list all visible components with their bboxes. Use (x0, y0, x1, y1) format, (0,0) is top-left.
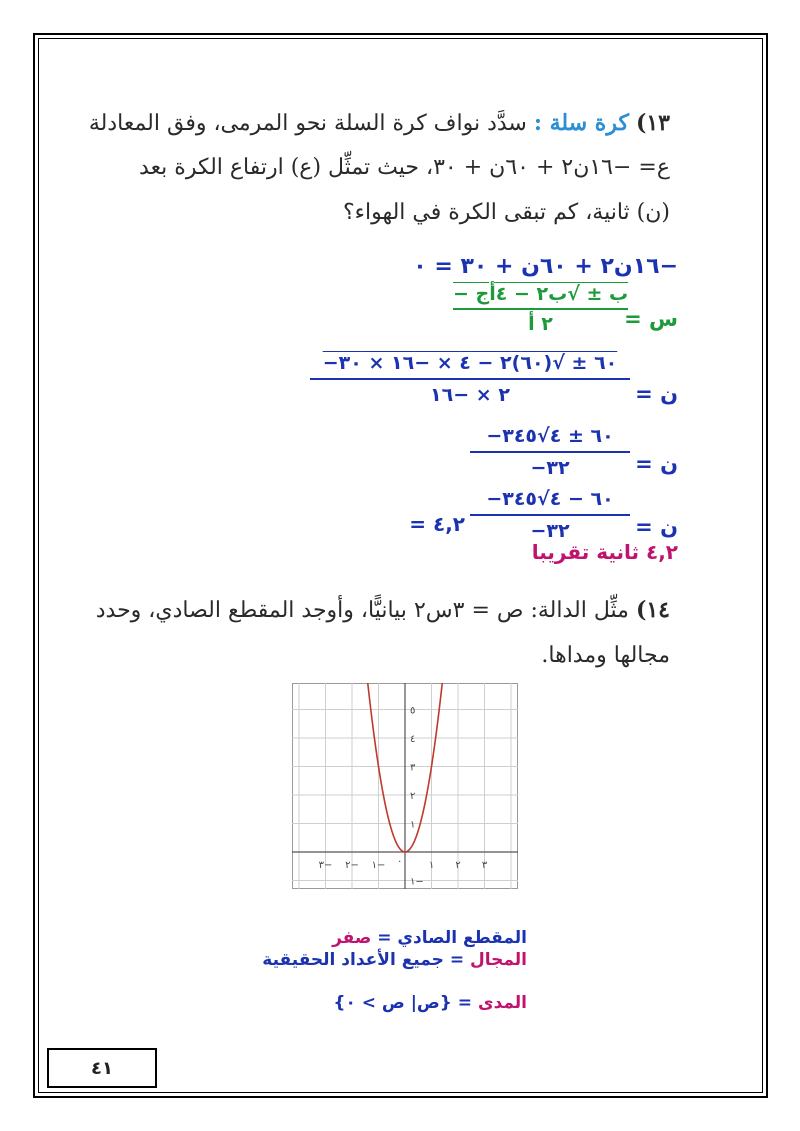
problem-13-text-1: سدَّد نواف كرة السلة نحو المرمى، وفق المعادلة (88, 111, 527, 136)
answer-13: ٤,٢ ثانية تقريبا (531, 540, 678, 564)
problem-14-text-1: مثِّل الدالة: ص = ٣س٢ بيانيًّا، وأوجد المقطع الصادي، وحدد (95, 598, 629, 623)
x-tick-label: ٢− (345, 860, 359, 871)
range-label: المدى (477, 993, 527, 1013)
y-intercept-label: المقطع الصادي (397, 928, 527, 948)
step-3-lhs: ن = (635, 515, 678, 539)
y-tick-label: ٣ (410, 762, 416, 774)
step-2-fraction (470, 425, 630, 479)
domain-label: المجال (470, 950, 527, 970)
domain-line: المجال = جميع الأعداد الحقيقية (262, 950, 527, 970)
y-tick-label: ١ (410, 819, 416, 831)
x-tick-label: ٣ (481, 860, 488, 871)
range-line (333, 993, 527, 1013)
y-intercept-value: صفر (332, 928, 372, 948)
problem-13-line-3: (ن) ثانية، كم تبقى الكرة في الهواء؟ (342, 200, 670, 225)
x-tick-label: ٣− (318, 860, 333, 871)
formula-numerator: − ب ± √ب٢ − ٤أج (453, 283, 629, 305)
problem-14-number: ١٤) (635, 597, 670, 623)
y-tick-label: ٢ (410, 791, 416, 802)
problem-13-label: كرة سلة : (533, 110, 629, 136)
step-3-fraction (470, 488, 630, 542)
step-3-denominator: −٣٢ (530, 520, 570, 542)
x-tick-label: ٢ (455, 860, 461, 871)
parabola-graph (292, 683, 518, 889)
x-tick-label: ١ (428, 860, 435, 871)
step-3-result: = ٤,٢ (409, 512, 465, 536)
y-tick-label: ١− (410, 876, 424, 888)
problem-13-line-2: ع= −١٦ن٢ + ٦٠ن + ٣٠، حيث تمثِّل (ع) ارتفاع الكرة بعد (139, 155, 670, 180)
range-value: = {ص| ص > ٠} (333, 993, 473, 1013)
problem-14-line-2: مجالها ومداها. (541, 643, 670, 668)
step-1-lhs: ن = (635, 382, 678, 406)
step-2-lhs: ن = (635, 452, 678, 476)
formula-denominator: ٢ أ (528, 313, 553, 335)
formula-fraction (453, 283, 628, 335)
y-intercept-line: المقطع الصادي = صفر (332, 928, 527, 948)
equation-1: −١٦ن٢ + ٦٠ن + ٣٠ = ٠ (413, 254, 678, 279)
y-tick-label: ٥ (410, 705, 416, 717)
formula-lhs: س = (624, 307, 678, 331)
step-2-denominator: −٣٢ (530, 457, 570, 479)
step-2-numerator: −٦٠ ± ٤√٣٤٥ (486, 425, 614, 447)
y-tick-label: ٤ (410, 734, 416, 745)
problem-13-line-1 (89, 110, 670, 136)
page-number: ٤١ (47, 1048, 157, 1088)
origin-label: ٠ (397, 856, 403, 867)
step-3-numerator: −٦٠ − ٤√٣٤٥ (486, 488, 614, 510)
step-1-fraction (310, 352, 630, 406)
domain-value: جميع الأعداد الحقيقية (262, 950, 444, 970)
step-1-denominator: ٢ × −١٦ (430, 384, 510, 406)
step-1-numerator: −٦٠ ± √(٦٠)٢ − ٤ × −١٦ × ٣٠ (322, 352, 618, 374)
problem-13-number: ١٣) (635, 110, 670, 136)
x-tick-label: ١− (371, 860, 386, 871)
problem-14-line-1 (96, 597, 670, 623)
